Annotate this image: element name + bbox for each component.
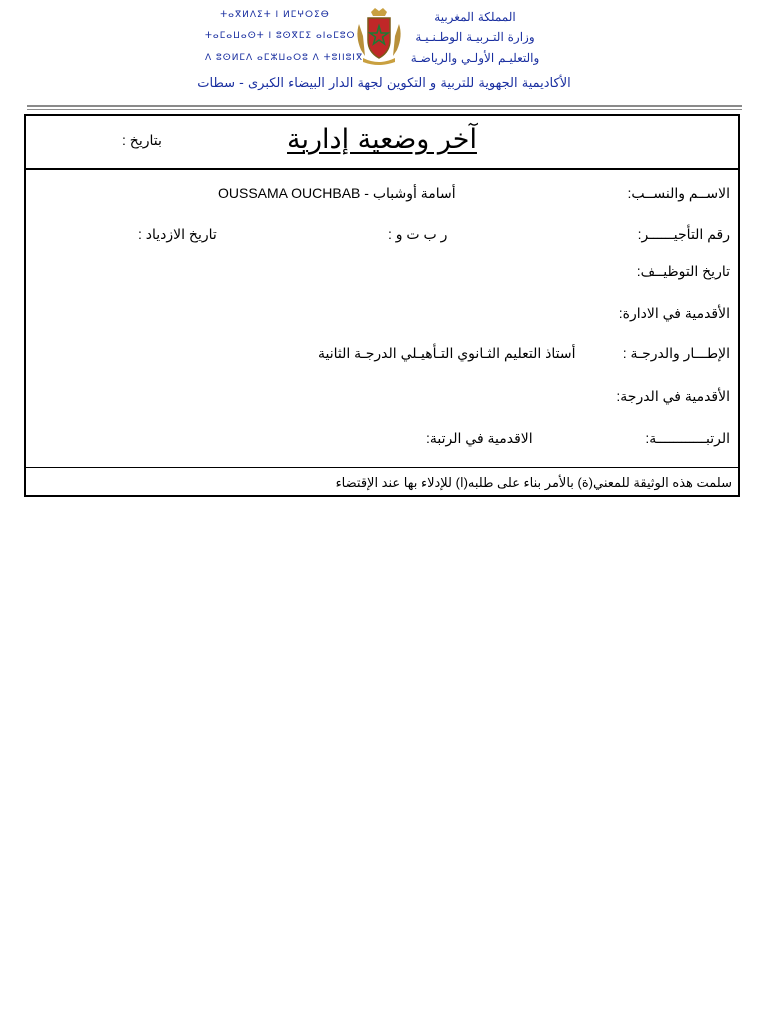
letterhead [205,4,545,66]
tifinagh-line-2: ⵜⴰⵎⴰⵡⴰⵙⵜ ⵏ ⵓⵙⴳⵎⵉ ⴰⵏⴰⵎⵓⵔ [205,31,356,41]
royal-coat-of-arms-icon [355,6,403,66]
grade-label: الإطـــار والدرجـة : [622,345,730,361]
title-separator [26,168,738,170]
footer-separator [26,467,738,468]
tifinagh-line-1: ⵜⴰⴳⵍⴷⵉⵜ ⵏ ⵍⵎⵖⵔⵉⴱ [220,10,330,20]
payroll-number-value: ر ب ت و : [388,226,448,242]
hire-date-label: تاريخ التوظيــف: [636,263,730,279]
rank-label: الرتبــــــــــــة: [645,430,730,446]
header-divider-thin [27,109,742,110]
date-label: بتاريخ : [122,132,162,148]
header-divider [27,105,742,107]
grade-seniority-label: الأقدمية في الدرجة: [616,388,730,404]
birthdate-label: تاريخ الازدياد : [138,226,217,242]
payroll-number-label: رقم التأجيــــــر: [637,226,730,242]
document-title: آخر وضعية إدارية [287,124,477,155]
ministry-name-line-1: وزارة التـربيـة الوطـنـيـة [415,30,535,44]
admin-seniority-label: الأقدمية في الادارة: [618,305,730,321]
tifinagh-line-3: ⴷ ⵓⵙⵍⵎⴷ ⴰⵎⵣⵡⴰⵔⵓ ⴷ ⵜⵓⵏⵏⵓⵏⴳ [205,53,364,63]
academy-name: الأكاديمية الجهوية للتربية و التكوين لجهة الدار البيضاء الكبرى - سطات [197,76,571,91]
name-label: الاســم والنســب: [627,185,730,201]
name-value: أسامة أوشباب - OUSSAMA OUCHBAB [218,185,456,201]
kingdom-name: المملكة المغربية [434,10,516,24]
ministry-name-line-2: والتعليـم الأولـي والرياضـة [410,51,540,65]
grade-value: أستاذ التعليم الثـانوي التـأهيـلي الدرجـة الثانية [318,345,576,361]
administrative-status-form [24,114,740,497]
issuance-note: سلمت هذه الوثيقة للمعني(ة) بالأمر بناء على طلبه(ا) للإدلاء بها عند الإقتضاء [335,475,732,490]
rank-seniority-label: الاقدمية في الرتبة: [426,430,533,446]
